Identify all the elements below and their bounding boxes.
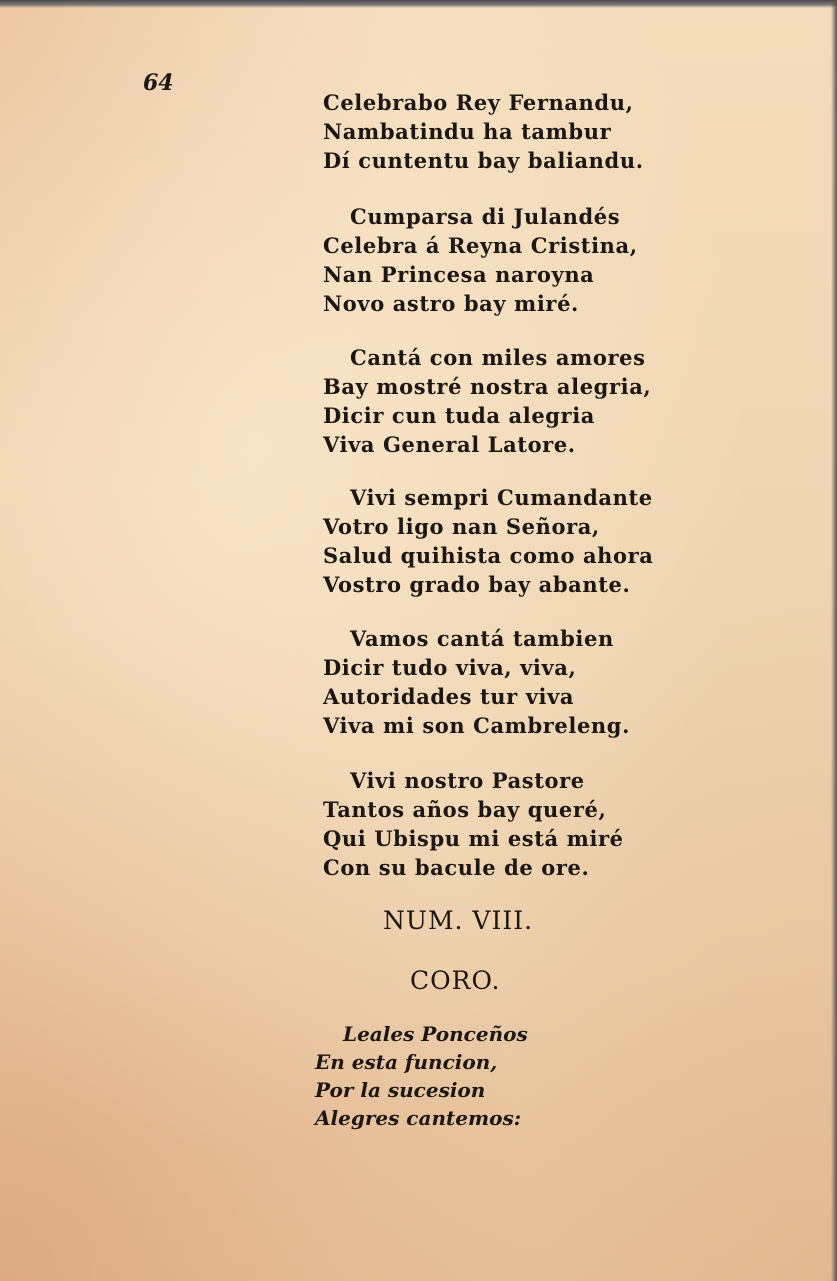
verse-line: Tantos años bay queré, (323, 797, 607, 822)
verse-line: Vivi sempri Cumandante (350, 485, 653, 510)
coro-line: Alegres cantemos: (315, 1106, 522, 1130)
verse-line: Vamos cantá tambien (350, 626, 614, 651)
stanza-2 (323, 202, 638, 318)
verse-line: Viva mi son Cambreleng. (323, 713, 630, 738)
stanza-4 (323, 483, 654, 599)
stanza-5 (323, 624, 630, 740)
stanza-6 (323, 766, 624, 882)
verse-line: Dicir cun tuda alegria (323, 403, 596, 428)
verse-line: Salud quihista como ahora (323, 543, 654, 568)
section-subheading: CORO. (410, 966, 501, 995)
page-number: 64 (143, 70, 174, 96)
coro-stanza (315, 1020, 528, 1132)
coro-line: En esta funcion, (315, 1050, 498, 1074)
coro-line: Por la sucesion (315, 1078, 486, 1102)
verse-line: Vostro grado bay abante. (323, 572, 631, 597)
stanza-3 (323, 343, 651, 459)
verse-line: Votro ligo nan Señora, (323, 514, 600, 539)
verse-line: Celebrabo Rey Fernandu, (323, 90, 634, 115)
verse-line: Dí cuntentu bay baliandu. (323, 148, 644, 173)
verse-line: Novo astro bay miré. (323, 291, 579, 316)
verse-line: Cumparsa di Julandés (350, 204, 621, 229)
coro-line: Leales Ponceños (343, 1022, 528, 1046)
verse-line: Dicir tudo viva, viva, (323, 655, 577, 680)
verse-line: Cantá con miles amores (350, 345, 646, 370)
verse-line: Viva General Latore. (323, 432, 576, 457)
scan-right-edge (831, 0, 837, 1281)
verse-line: Con su bacule de ore. (323, 855, 590, 880)
verse-line: Qui Ubispu mi está miré (323, 826, 624, 851)
verse-line: Nan Princesa naroyna (323, 262, 595, 287)
verse-line: Nambatindu ha tambur (323, 119, 612, 144)
verse-line: Vivi nostro Pastore (350, 768, 585, 793)
verse-line: Bay mostré nostra alegria, (323, 374, 652, 399)
verse-line: Celebra á Reyna Cristina, (323, 233, 638, 258)
stanza-1 (323, 88, 644, 175)
verse-line: Autoridades tur viva (323, 684, 575, 709)
section-heading: NUM. VIII. (383, 906, 534, 935)
scan-top-edge (0, 0, 837, 8)
